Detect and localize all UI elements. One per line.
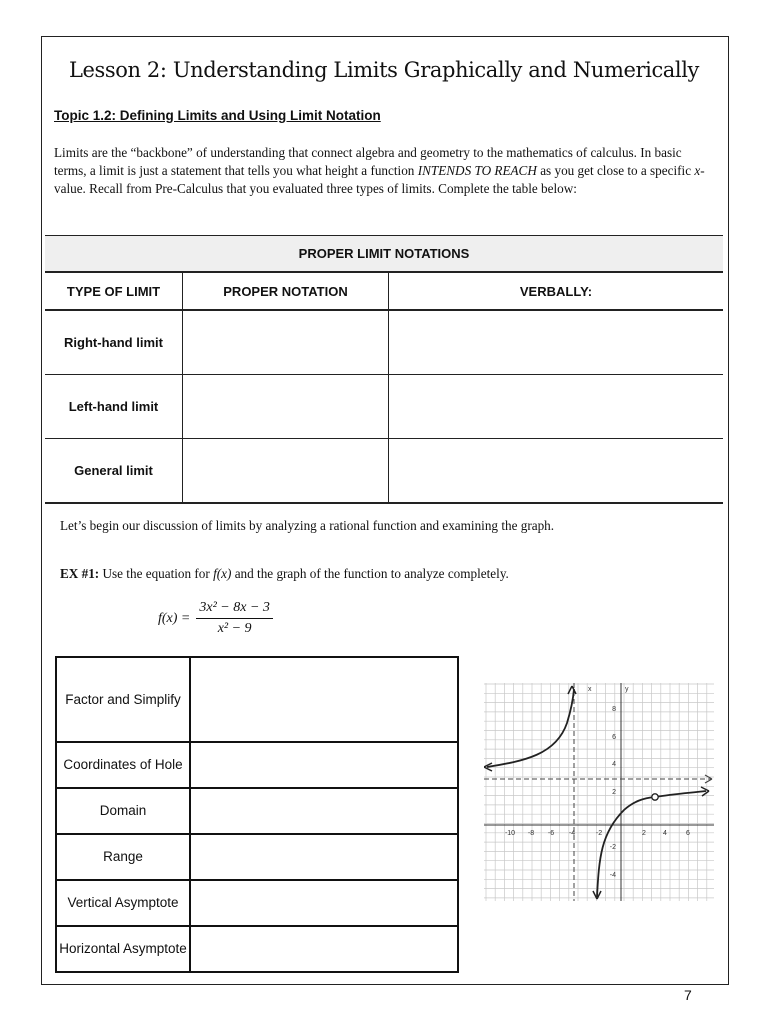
function-formula xyxy=(158,600,273,637)
analysis-ha-answer[interactable] xyxy=(190,926,458,972)
analysis-hole-answer[interactable] xyxy=(190,742,458,788)
y-tick-label: 8 xyxy=(612,706,616,713)
example-prompt xyxy=(60,566,509,582)
intro-paragraph xyxy=(54,144,714,198)
x-tick-label: 4 xyxy=(663,830,667,837)
formula-numerator: 3x² − 8x − 3 xyxy=(196,600,273,619)
formula-fraction xyxy=(196,600,273,637)
x-tick-labels xyxy=(505,830,690,837)
example-text-before: Use the equation for xyxy=(99,566,214,581)
example-fx: f(x) xyxy=(213,566,232,581)
analysis-va-answer[interactable] xyxy=(190,880,458,926)
x-axis-label: x xyxy=(588,686,592,693)
y-tick-label: -4 xyxy=(609,872,616,879)
formula-denominator: x² − 9 xyxy=(217,621,252,636)
intro-emphasis: INTENDS TO REACH xyxy=(417,163,537,178)
hole-point xyxy=(652,794,658,800)
y-tick-label: 6 xyxy=(612,734,616,741)
analysis-factor-label: Factor and Simplify xyxy=(56,657,190,742)
cell-right-hand-verbal[interactable] xyxy=(389,310,724,375)
header-proper-notation: PROPER NOTATION xyxy=(183,272,389,310)
analysis-va-label: Vertical Asymptote xyxy=(56,880,190,926)
x-tick-label: -4 xyxy=(568,830,576,837)
analysis-domain-label: Domain xyxy=(56,788,190,834)
x-tick-label: -10 xyxy=(504,830,516,837)
row-left-hand-limit: Left-hand limit xyxy=(45,375,183,439)
formula-lhs: f(x) = xyxy=(158,610,191,626)
left-branch-curve xyxy=(487,689,574,767)
intro-text-1: Limits are the “backbone” of understanding that connect algebra and geometry to the mathematics of calculus. In basic terms, a limit is just a statement that tells you what height a function xyxy=(54,145,682,178)
header-verbally: VERBALLY: xyxy=(389,272,724,310)
y-axis-label: y xyxy=(625,686,629,693)
lesson-title: Lesson 2: Understanding Limits Graphically and Numerically xyxy=(68,58,700,82)
x-tick-label: 6 xyxy=(686,830,690,837)
x-tick-label: 2 xyxy=(642,830,646,837)
analysis-factor-answer[interactable] xyxy=(190,657,458,742)
page-number: 7 xyxy=(684,987,692,1003)
y-tick-label: 2 xyxy=(612,789,616,796)
intro-x-variable: x xyxy=(694,163,701,178)
row-general-limit: General limit xyxy=(45,439,183,504)
limit-table-caption: PROPER LIMIT NOTATIONS xyxy=(45,236,723,273)
limit-notation-table xyxy=(45,235,723,504)
topic-heading: Topic 1.2: Defining Limits and Using Limit Notation xyxy=(54,108,381,123)
analysis-domain-answer[interactable] xyxy=(190,788,458,834)
upper-branch-arrow xyxy=(568,686,576,694)
row-right-hand-limit: Right-hand limit xyxy=(45,310,183,375)
y-tick-label: -2 xyxy=(609,844,616,851)
intro-text-3: -value. Recall from Pre-Calculus that you evaluated three types of limits. Complete the table below: xyxy=(54,163,705,196)
cell-right-hand-notation[interactable] xyxy=(183,310,389,375)
cell-general-verbal[interactable] xyxy=(389,439,724,504)
analysis-ha-label: Horizontal Asymptote xyxy=(56,926,190,972)
cell-left-hand-notation[interactable] xyxy=(183,375,389,439)
x-tick-label: -6 xyxy=(547,830,555,837)
analysis-table xyxy=(55,656,459,973)
example-text-after: and the graph of the function to analyze completely. xyxy=(231,566,509,581)
y-tick-label: 4 xyxy=(612,761,616,768)
function-graph xyxy=(484,683,714,901)
cell-left-hand-verbal[interactable] xyxy=(389,375,724,439)
discussion-text: Let’s begin our discussion of limits by analyzing a rational function and examining the graph. xyxy=(60,518,555,533)
analysis-range-answer[interactable] xyxy=(190,834,458,880)
analysis-hole-label: Coordinates of Hole xyxy=(56,742,190,788)
analysis-range-label: Range xyxy=(56,834,190,880)
cell-general-notation[interactable] xyxy=(183,439,389,504)
intro-text-2: as you get close to a specific xyxy=(536,163,695,178)
x-tick-label: -8 xyxy=(527,830,535,837)
header-type-of-limit: TYPE OF LIMIT xyxy=(45,272,183,310)
example-label: EX #1: xyxy=(60,566,100,581)
x-tick-label: -2 xyxy=(595,830,603,837)
